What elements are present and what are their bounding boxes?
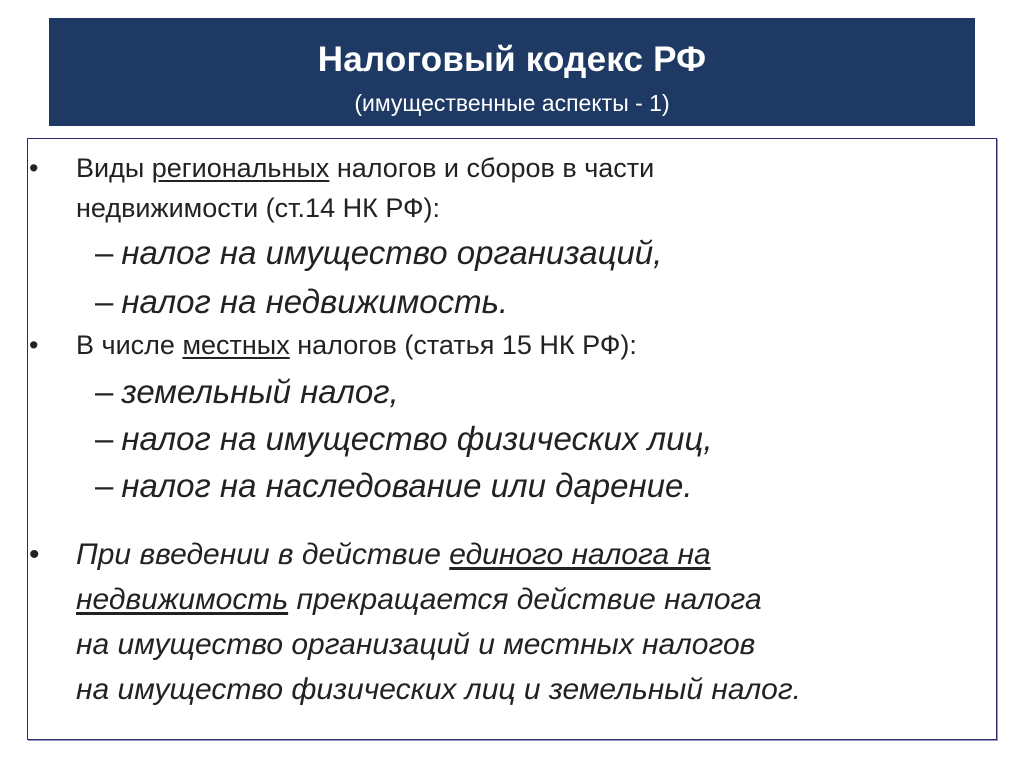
bullet-regional-taxes: • Виды региональных налогов и сборов в части (29, 153, 655, 183)
bullet-unified-tax-cont: на имущество физических лиц и земельный налог. (76, 673, 801, 706)
list-item: – налог на имущество физических лиц, (95, 420, 713, 457)
list-item: – налог на имущество организаций, (95, 234, 663, 271)
bullet-unified-tax-cont: на имущество организаций и местных налогов (76, 628, 756, 661)
page-subtitle: (имущественные аспекты - 1) (354, 90, 670, 116)
dash-icon: – (95, 373, 114, 410)
bullet-unified-tax-cont: недвижимость прекращается действие налога (76, 583, 762, 616)
page-title: Налоговый кодекс РФ (317, 40, 707, 79)
bullet-unified-tax: • При введении в действие единого налога на (29, 538, 711, 571)
bullet-icon: • (29, 330, 39, 360)
list-item: – земельный налог, (95, 373, 399, 410)
bullet-icon: • (29, 153, 39, 183)
dash-icon: – (95, 283, 114, 320)
underlined-term-local: местных (182, 330, 290, 360)
dash-icon: – (95, 420, 114, 457)
dash-icon: – (95, 234, 114, 271)
list-item: – налог на недвижимость. (95, 283, 509, 320)
title-banner (49, 18, 975, 126)
list-item: – налог на наследование или дарение. (95, 467, 693, 504)
underlined-term-unified-tax: единого налога на (449, 538, 711, 571)
dash-icon: – (95, 467, 114, 504)
underlined-term-realty: недвижимость (76, 583, 289, 616)
bullet-regional-taxes-cont: недвижимости (ст.14 НК РФ): (76, 193, 441, 223)
bullet-icon: • (29, 538, 40, 571)
bullet-local-taxes: • В числе местных налогов (статья 15 НК РФ): (29, 330, 637, 360)
underlined-term-regional: региональных (151, 153, 330, 183)
